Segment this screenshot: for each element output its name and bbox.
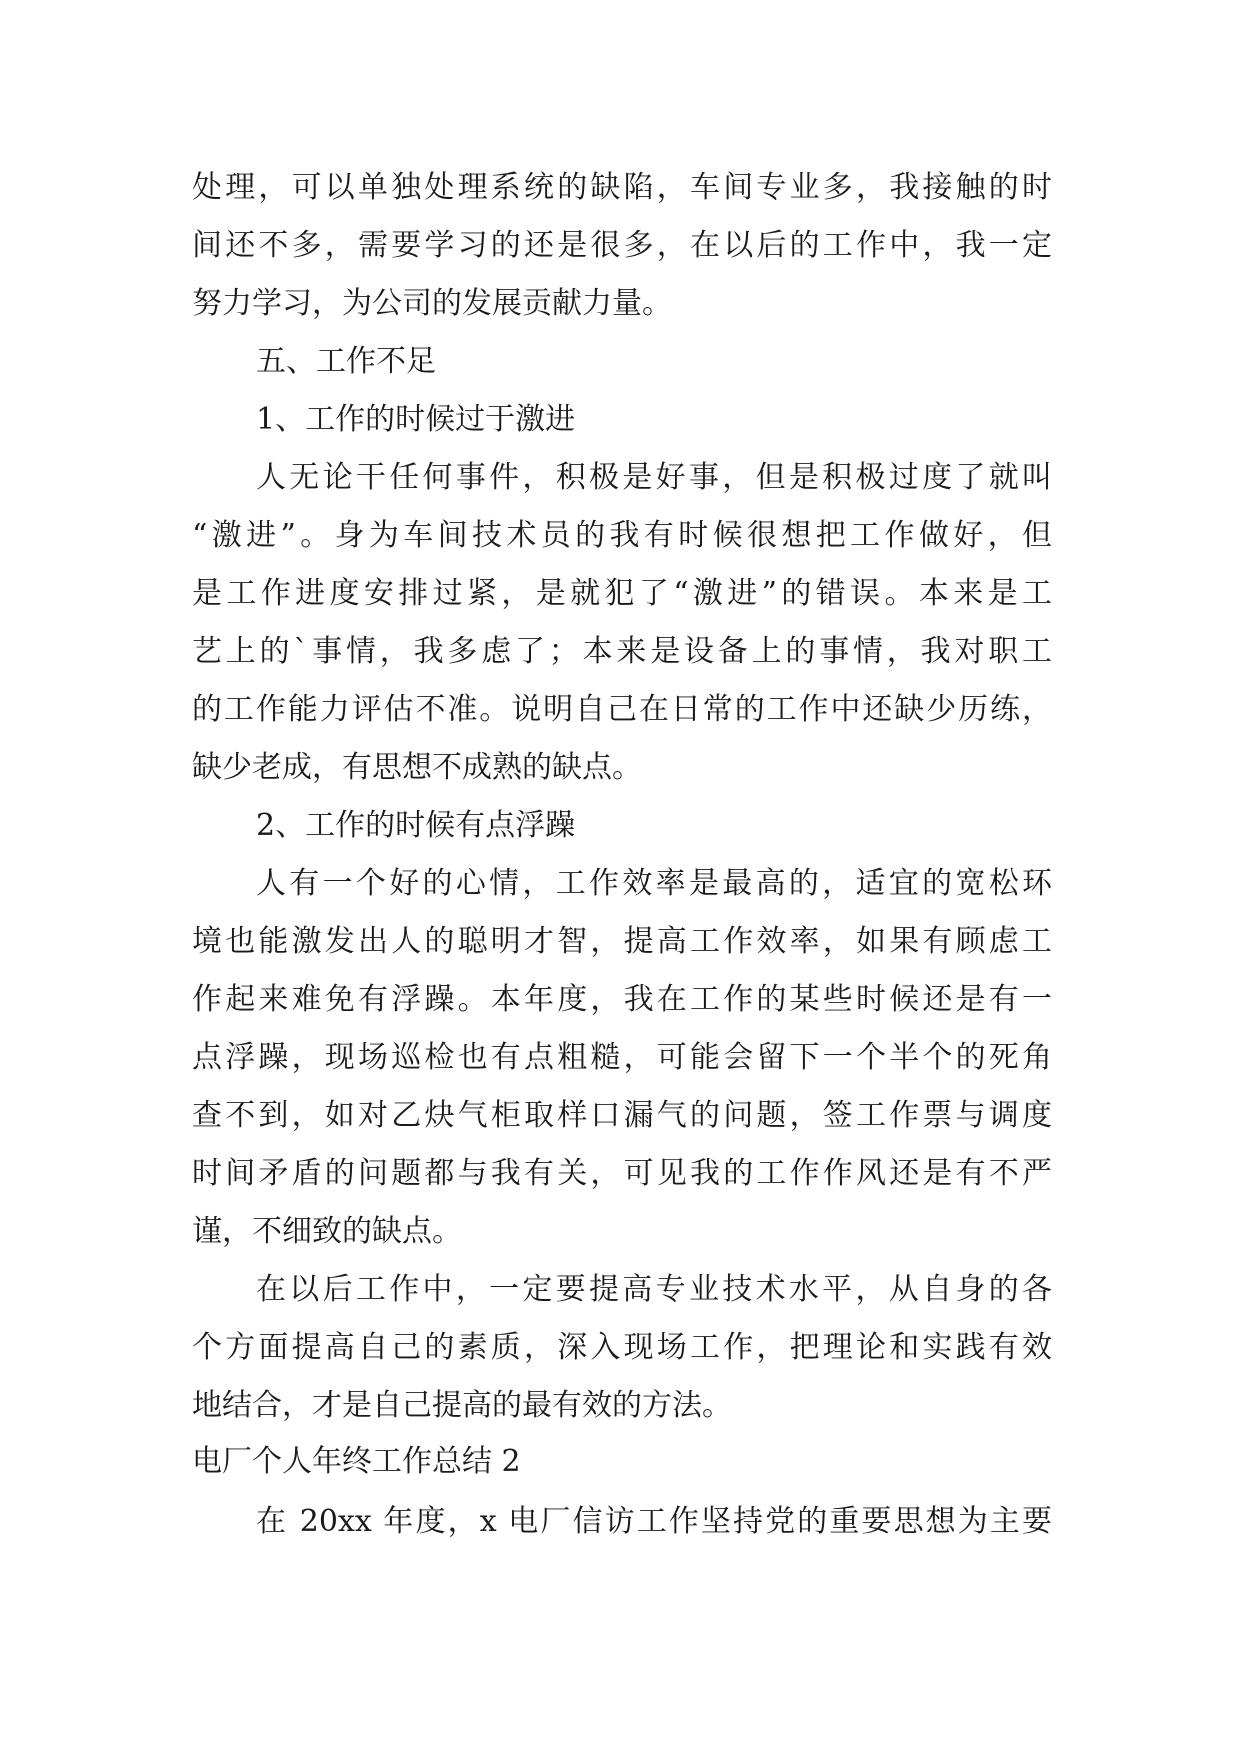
paragraph-line: 是工作进度安排过紧，是就犯了“激进”的错误。本来是工 xyxy=(192,576,1052,611)
section-heading: 五、工作不足 xyxy=(256,344,436,379)
paragraph-line: 努力学习，为公司的发展贡献力量。 xyxy=(192,286,672,321)
paragraph-line: 的工作能力评估不准。说明自己在日常的工作中还缺少历练， xyxy=(192,692,1052,727)
paragraph-line: 点浮躁，现场巡检也有点粗糙，可能会留下一个半个的死角 xyxy=(192,1040,1052,1075)
paragraph-line: 间还不多，需要学习的还是很多，在以后的工作中，我一定 xyxy=(192,228,1052,263)
paragraph-line: 境也能激发出人的聪明才智，提高工作效率，如果有顾虑工 xyxy=(192,924,1052,959)
paragraph-line: 处理，可以单独处理系统的缺陷，车间专业多，我接触的时 xyxy=(192,170,1052,205)
paragraph-line: “激进”。身为车间技术员的我有时候很想把工作做好，但 xyxy=(192,518,1052,553)
document-title: 电厂个人年终工作总结 2 xyxy=(192,1444,521,1479)
paragraph-line: 在 20xx 年度，x 电厂信访工作坚持党的重要思想为主要 xyxy=(256,1504,1052,1539)
paragraph-line: 人无论干任何事件，积极是好事，但是积极过度了就叫 xyxy=(256,460,1052,495)
paragraph-line: 查不到，如对乙炔气柜取样口漏气的问题，签工作票与调度 xyxy=(192,1098,1052,1133)
paragraph-line: 作起来难免有浮躁。本年度，我在工作的某些时候还是有一 xyxy=(192,982,1052,1017)
paragraph-line: 时间矛盾的问题都与我有关，可见我的工作作风还是有不严 xyxy=(192,1156,1052,1191)
subsection-heading: 2、工作的时候有点浮躁 xyxy=(256,808,576,843)
paragraph-line: 人有一个好的心情，工作效率是最高的，适宜的宽松环 xyxy=(256,866,1052,901)
subsection-heading: 1、工作的时候过于激进 xyxy=(256,402,576,437)
paragraph-line: 缺少老成，有思想不成熟的缺点。 xyxy=(192,750,642,785)
paragraph-line: 地结合，才是自己提高的最有效的方法。 xyxy=(192,1388,732,1423)
paragraph-line: 在以后工作中，一定要提高专业技术水平，从自身的各 xyxy=(256,1272,1052,1307)
paragraph-line: 谨，不细致的缺点。 xyxy=(192,1214,462,1249)
paragraph-line: 艺上的`事情，我多虑了；本来是设备上的事情，我对职工 xyxy=(192,634,1052,669)
paragraph-line: 个方面提高自己的素质，深入现场工作，把理论和实践有效 xyxy=(192,1330,1052,1365)
